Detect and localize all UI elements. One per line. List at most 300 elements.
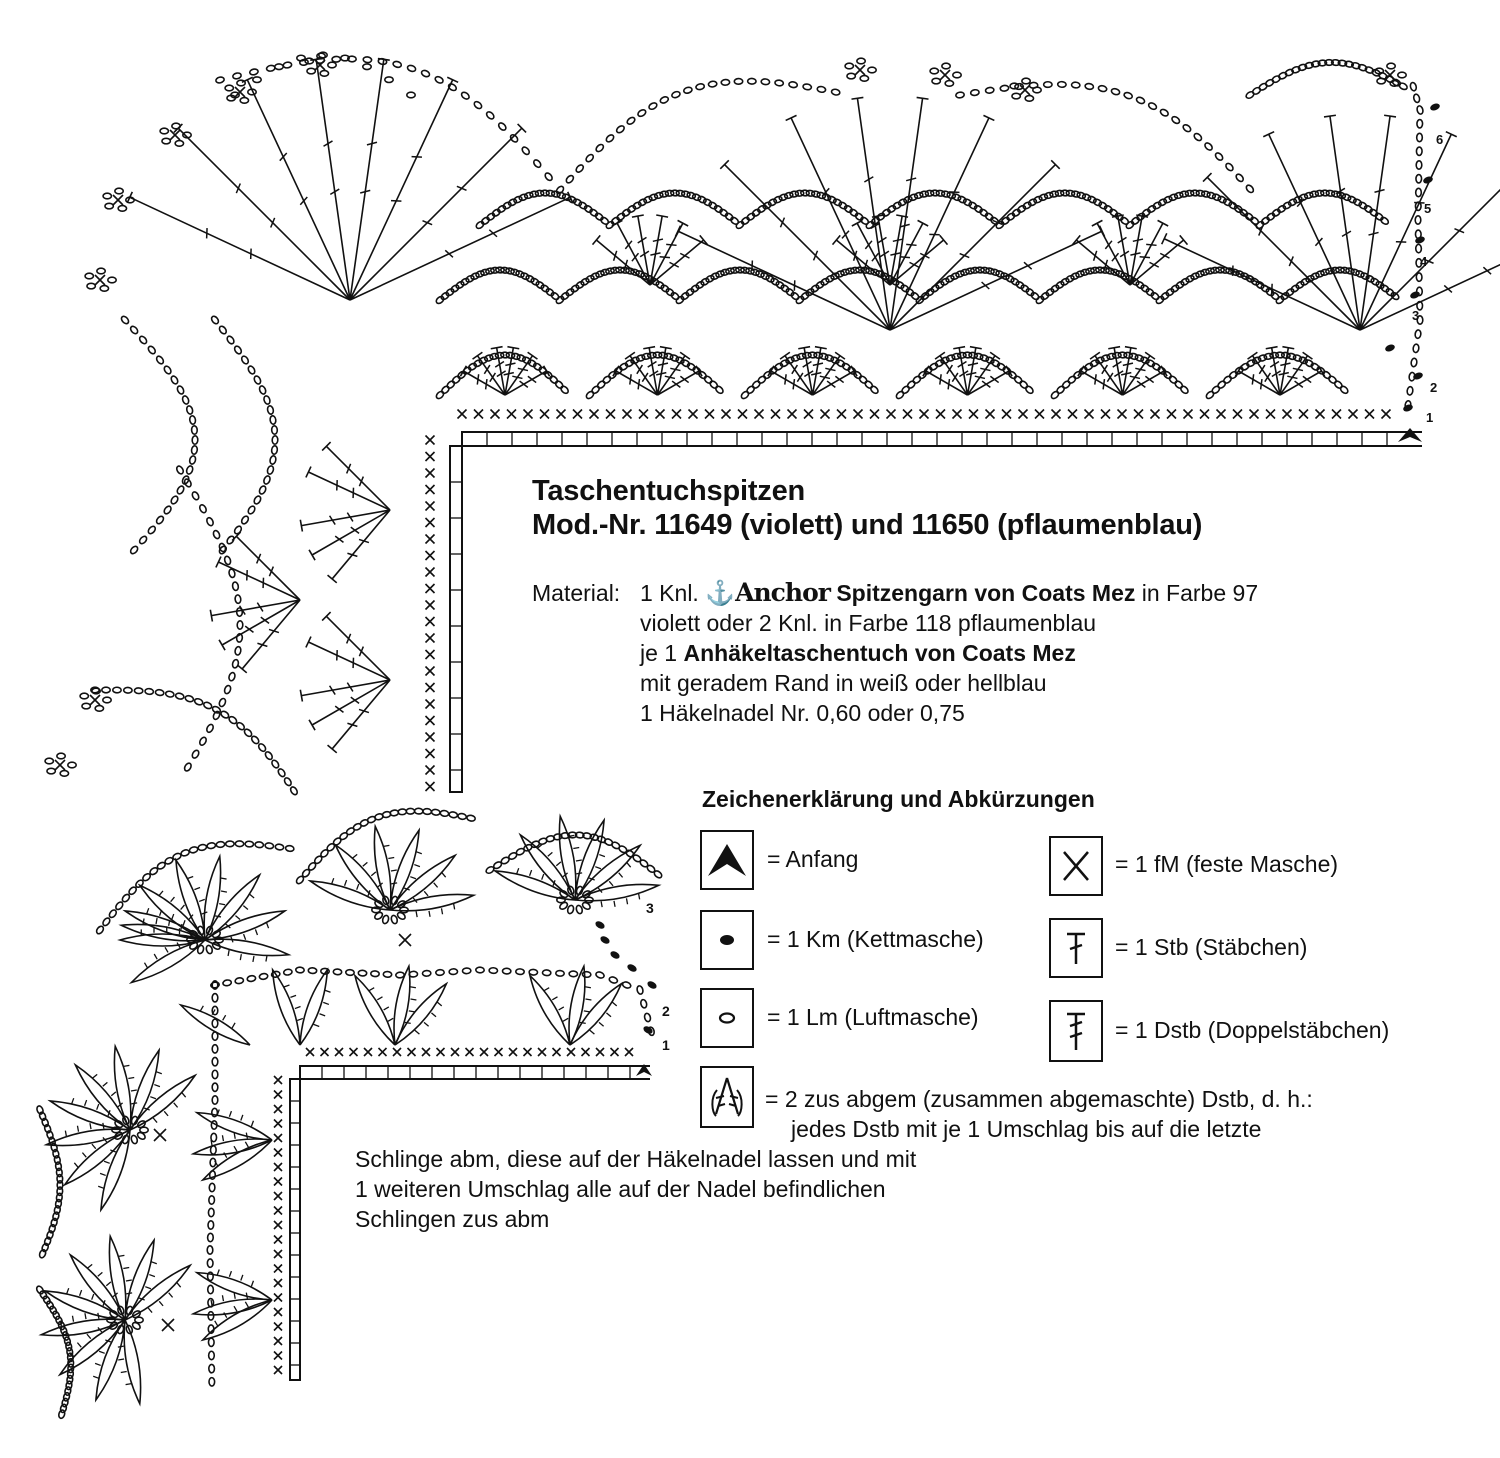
- chain-stitch: [218, 698, 227, 708]
- chain-stitch: [990, 268, 1000, 276]
- stitch-bar: [1289, 256, 1293, 266]
- stitch-post: [326, 616, 390, 680]
- chain-stitch: [234, 646, 241, 655]
- chain-stitch: [654, 192, 664, 199]
- chain-stitch: [138, 335, 148, 345]
- chain-stitch: [509, 133, 519, 143]
- chain-stitch: [1398, 82, 1408, 91]
- chain-stitch: [1310, 272, 1320, 280]
- single-crochet: [887, 410, 896, 419]
- petal-bar: [93, 1376, 99, 1378]
- single-crochet: [606, 410, 615, 419]
- stitch-top: [1158, 220, 1169, 226]
- slip-stitch: [594, 920, 606, 931]
- chain-stitch: [1333, 380, 1343, 390]
- petal-bar: [243, 906, 248, 910]
- chain-stitch: [1217, 380, 1227, 390]
- chain-stitch: [258, 385, 266, 395]
- petal-bar: [357, 884, 359, 890]
- petal-bar: [92, 1144, 96, 1149]
- chain-stitch: [648, 193, 658, 201]
- chain-stitch: [60, 1326, 68, 1336]
- legend-lm-box: [700, 988, 754, 1048]
- petal-bar: [599, 855, 605, 857]
- single-crochet: [274, 1279, 282, 1287]
- single-crochet: [426, 733, 435, 742]
- stitch-post: [332, 680, 390, 749]
- chain-stitch: [602, 375, 612, 385]
- chain-stitch: [560, 385, 570, 395]
- stitch-top: [309, 550, 315, 560]
- single-crochet: [274, 1294, 282, 1302]
- chain-stitch: [1327, 375, 1337, 385]
- petal-bar: [244, 934, 246, 940]
- chain-stitch: [1416, 174, 1422, 183]
- chain-stitch: [596, 380, 606, 390]
- legend-fm-box: [1049, 836, 1103, 896]
- slip-stitch: [626, 963, 638, 974]
- chain-stitch: [791, 354, 801, 362]
- petal-bar: [229, 1271, 231, 1277]
- petal-bar: [325, 990, 331, 992]
- petal-bar: [217, 1269, 219, 1275]
- petal-bar: [266, 923, 268, 929]
- stitch-top: [643, 347, 655, 349]
- chain-stitch: [277, 768, 286, 778]
- chain-stitch: [1012, 93, 1020, 99]
- single-crochet: [567, 1048, 575, 1056]
- petal-bar: [156, 918, 157, 924]
- petal-bar: [626, 898, 627, 904]
- chain-stitch: [210, 315, 220, 325]
- chain-stitch: [189, 415, 196, 424]
- open-dot-icon: [702, 990, 752, 1046]
- chain-stitch: [407, 64, 417, 72]
- single-crochet: [969, 410, 978, 419]
- chain-stitch: [480, 269, 490, 276]
- stitch-bar: [842, 231, 849, 239]
- single-crochet: [953, 410, 962, 419]
- chain-stitch: [784, 192, 794, 199]
- chain-stitch: [220, 710, 230, 719]
- stitch-top: [970, 347, 982, 349]
- single-crochet: [903, 410, 912, 419]
- chain-stitch: [147, 345, 157, 355]
- petal-bar: [183, 920, 185, 926]
- stitch-post: [813, 371, 855, 395]
- chain-stitch: [212, 1083, 218, 1091]
- chain-stitch: [1413, 94, 1421, 104]
- single-crochet: [274, 1207, 282, 1215]
- chain-stitch: [1044, 82, 1052, 88]
- chain-stitch: [932, 78, 940, 84]
- title-line-1: Taschentuchspitzen: [532, 475, 806, 507]
- material-line1-b: Spitzengarn von Coats Mez: [836, 580, 1136, 606]
- chain-stitch: [385, 77, 393, 83]
- petal-bar: [369, 988, 374, 991]
- stitch-bar: [1140, 257, 1150, 258]
- petal: [390, 894, 474, 910]
- petal-bar: [241, 1275, 243, 1281]
- chain-stitch: [914, 192, 924, 199]
- single-crochet: [426, 700, 435, 709]
- petal: [193, 1139, 272, 1155]
- chain-stitch: [761, 79, 770, 85]
- stitch-post: [725, 165, 890, 330]
- single-crochet: [771, 410, 780, 419]
- petal: [495, 871, 575, 900]
- petal-bar: [250, 894, 255, 898]
- stitch-post: [650, 240, 704, 285]
- petal-bar: [222, 1295, 223, 1301]
- single-crochet: [426, 568, 435, 577]
- chain-stitch: [946, 354, 956, 362]
- chain-stitch: [740, 390, 750, 400]
- anchor-logo-icon: ⚓: [705, 580, 736, 607]
- chain-stitch: [569, 971, 578, 977]
- chain-stitch: [1416, 244, 1422, 253]
- chain-stitch: [398, 809, 407, 815]
- chain-stitch: [955, 270, 965, 278]
- chain-stitch: [524, 192, 534, 199]
- material-line1-c: in Farbe 97: [1141, 580, 1259, 606]
- single-crochet: [274, 1105, 282, 1113]
- chain-stitch: [162, 138, 170, 144]
- material-line3-b: Anhäkeltaschentuch von Coats Mez: [683, 640, 1076, 666]
- single-crochet: [1151, 410, 1160, 419]
- single-crochet: [321, 1048, 329, 1056]
- chain-stitch: [176, 385, 185, 395]
- chain-stitch: [265, 842, 274, 849]
- stitch-bar: [906, 244, 916, 245]
- chain-stitch: [575, 164, 585, 174]
- single-crochet: [426, 634, 435, 643]
- petal-bar: [434, 883, 438, 888]
- chain-stitch: [333, 969, 342, 975]
- petal-bar: [627, 863, 631, 868]
- chain-stitch: [422, 970, 431, 976]
- petal-bar: [97, 1104, 99, 1110]
- chain-stitch: [186, 405, 194, 415]
- single-crochet: [466, 1048, 474, 1056]
- chain-stitch: [1416, 105, 1424, 115]
- chain-stitch: [207, 1259, 213, 1267]
- chain-stitch: [212, 1045, 218, 1053]
- chain-stitch: [223, 979, 232, 986]
- chain-stitch: [191, 445, 198, 454]
- single-crochet: [625, 1048, 633, 1056]
- stitch-bar: [1261, 379, 1262, 389]
- slip-stitch: [1429, 102, 1441, 111]
- chain-stitch: [237, 80, 245, 86]
- chain-stitch: [145, 688, 154, 694]
- chain-stitch: [191, 426, 197, 435]
- chain-stitch: [1415, 330, 1422, 339]
- material-line4: mit geradem Rand in weiß oder hellblau: [640, 670, 1047, 696]
- petal: [569, 966, 585, 1045]
- chain-stitch: [1409, 372, 1416, 381]
- chain-stitch: [250, 735, 260, 745]
- chain-stitch: [858, 375, 868, 385]
- petal-bar: [234, 1146, 237, 1151]
- chain-stitch: [61, 1398, 69, 1408]
- stitch-top: [1324, 115, 1336, 117]
- chain-stitch: [215, 76, 224, 83]
- petal-bar: [153, 1118, 157, 1123]
- chain-stitch: [1235, 173, 1245, 183]
- chain-stitch: [269, 455, 276, 465]
- single-crochet: [426, 749, 435, 758]
- chain-stitch: [1416, 188, 1422, 197]
- single-crochet: [940, 70, 950, 80]
- chain-stitch: [930, 68, 938, 74]
- petal: [181, 1005, 250, 1045]
- chain-stitch: [266, 65, 275, 72]
- petal-bar: [606, 1013, 611, 1017]
- chain-stitch: [845, 63, 853, 69]
- petal-bar: [517, 868, 519, 874]
- petal-bar: [128, 1077, 134, 1078]
- petal-bar: [221, 878, 227, 879]
- chain-stitch: [1416, 161, 1422, 170]
- petal-bar: [424, 891, 428, 896]
- chain-stitch: [129, 325, 139, 335]
- chain-stitch: [1120, 216, 1130, 226]
- petal-bar: [609, 881, 613, 886]
- single-crochet: [274, 1265, 282, 1273]
- chain-stitch: [1123, 91, 1133, 99]
- petal-bar: [67, 1288, 69, 1294]
- petal-bar: [454, 903, 455, 909]
- petal-bar: [410, 877, 416, 879]
- petal: [41, 1319, 125, 1335]
- chain-stitch: [1245, 90, 1255, 99]
- chain-stitch: [124, 687, 133, 693]
- single-crochet: [1085, 410, 1094, 419]
- petal-bar: [118, 1346, 124, 1347]
- round-number: 2: [662, 1003, 670, 1019]
- chain-stitch: [1071, 82, 1080, 88]
- stitch-bar: [780, 218, 784, 228]
- chain-stitch: [1304, 192, 1314, 199]
- petal-bar: [345, 880, 347, 886]
- petal-bar: [371, 872, 376, 876]
- chain-stitch: [556, 970, 565, 976]
- single-crochet: [1332, 410, 1341, 419]
- chain-stitch: [695, 83, 704, 90]
- petal-bar: [221, 891, 227, 892]
- chain-stitch: [47, 768, 55, 774]
- single-crochet: [90, 695, 100, 705]
- petal-bar: [266, 956, 267, 962]
- chain-stitch: [210, 1158, 216, 1167]
- chain-stitch: [102, 687, 110, 693]
- chain-stitch: [114, 901, 124, 911]
- single-crochet: [582, 1048, 590, 1056]
- chain-stitch: [60, 771, 68, 777]
- single-crochet: [154, 1129, 166, 1141]
- chain-stitch: [103, 193, 111, 199]
- material-label: Material:: [532, 580, 621, 606]
- single-crochet: [540, 410, 549, 419]
- chain-stitch: [346, 969, 355, 975]
- single-crochet: [1233, 410, 1242, 419]
- chain-stitch: [283, 969, 292, 976]
- chain-stitch: [1206, 191, 1216, 199]
- petal-bar: [410, 999, 416, 1000]
- petal-bar: [410, 987, 416, 988]
- chain-stitch: [358, 970, 367, 976]
- chain-stitch: [1075, 270, 1085, 278]
- petal-bar: [229, 1111, 231, 1117]
- chain-stitch: [253, 77, 261, 83]
- stitch-top: [678, 220, 689, 226]
- single-crochet: [573, 410, 582, 419]
- petal: [530, 976, 570, 1045]
- chain-stitch: [155, 515, 165, 525]
- chain-stitch: [466, 815, 475, 822]
- chain-stitch: [1339, 385, 1349, 395]
- chain-stitch: [595, 270, 605, 278]
- chain-stitch: [979, 354, 989, 362]
- single-crochet: [274, 1091, 282, 1099]
- stitch-post: [1123, 371, 1165, 395]
- filled-dot-icon: [702, 912, 752, 968]
- petal-bar: [188, 876, 194, 878]
- single-crochet: [426, 485, 435, 494]
- chain-stitch: [118, 206, 126, 212]
- chain-stitch: [216, 841, 225, 847]
- chain-stitch: [320, 71, 328, 77]
- chain-stitch: [285, 845, 294, 852]
- stitch-bar: [1444, 285, 1452, 292]
- petal-bar: [245, 1142, 248, 1147]
- single-crochet: [1020, 85, 1030, 95]
- chain-stitch: [1417, 119, 1423, 128]
- chain-stitch: [134, 688, 143, 694]
- petal-bar: [88, 1264, 93, 1268]
- chain-stitch: [232, 72, 241, 79]
- chain-stitch: [240, 515, 249, 525]
- chain-stitch: [267, 405, 274, 415]
- chain-stitch: [226, 335, 236, 345]
- chain-stitch: [191, 749, 200, 759]
- chain-stitch: [383, 971, 392, 977]
- chain-stitch: [1111, 88, 1121, 96]
- chain-stitch: [831, 89, 840, 96]
- stitch-bar: [257, 554, 261, 564]
- chain-stitch: [1000, 85, 1009, 92]
- round-number: 3: [646, 900, 654, 916]
- petal-bar: [639, 893, 640, 899]
- chain-stitch: [115, 188, 123, 194]
- petal-bar: [92, 1294, 94, 1300]
- chain-stitch: [275, 844, 284, 851]
- chain-stitch: [449, 811, 458, 818]
- chain-stitch: [912, 375, 922, 385]
- chain-stitch: [203, 701, 213, 710]
- petal-bar: [99, 1351, 105, 1353]
- petal-bar: [314, 1024, 320, 1026]
- stitch-top: [300, 520, 302, 532]
- chain-stitch: [803, 83, 812, 90]
- petal-bar: [415, 1030, 420, 1034]
- chain-stitch: [515, 270, 525, 278]
- round-number: 3: [1412, 308, 1420, 323]
- chain-stitch: [271, 759, 280, 769]
- chain-stitch: [212, 1096, 218, 1105]
- round-number: 4: [1420, 254, 1428, 269]
- start-arrow: [1398, 428, 1422, 442]
- chain-stitch: [406, 808, 414, 814]
- petal-bar: [584, 1011, 590, 1012]
- chain-stitch: [212, 1057, 218, 1065]
- legend-anfang: = Anfang: [767, 846, 859, 872]
- chain-stitch: [1205, 390, 1215, 400]
- chain-stitch: [1377, 78, 1385, 84]
- single-crochet: [672, 410, 681, 419]
- chain-stitch: [180, 849, 190, 857]
- stitch-bar: [359, 477, 363, 487]
- petal-bar: [363, 862, 368, 866]
- petal: [193, 1299, 272, 1315]
- stitch-post: [596, 240, 650, 285]
- chain-stitch: [626, 116, 636, 125]
- single-crochet: [426, 683, 435, 692]
- chain-stitch: [1258, 82, 1268, 91]
- chain-stitch: [414, 808, 423, 814]
- chain-stitch: [95, 706, 103, 712]
- chain-stitch: [208, 1338, 214, 1346]
- petal-bar: [98, 1272, 103, 1276]
- chain-stitch: [460, 91, 470, 101]
- single-crochet: [507, 410, 516, 419]
- chain-stitch: [175, 465, 184, 475]
- chain-stitch: [590, 272, 600, 280]
- material-line1-a: 1 Knl.: [640, 580, 699, 606]
- chain-stitch: [715, 270, 725, 278]
- chain-stitch: [208, 1285, 214, 1293]
- chain-stitch: [1258, 354, 1268, 362]
- chain-stitch: [211, 1121, 217, 1130]
- chain-stitch: [659, 96, 669, 105]
- stitch-top: [815, 347, 827, 349]
- chain-stitch: [735, 220, 745, 230]
- chain-stitch: [102, 917, 112, 927]
- chain-stitch: [138, 535, 148, 545]
- single-crochet: [1250, 410, 1259, 419]
- petal-bar: [585, 987, 591, 988]
- chain-stitch: [198, 504, 207, 514]
- petal-bar: [194, 888, 200, 890]
- chain-stitch: [895, 390, 905, 400]
- legend-abgem-continuation: [355, 1144, 916, 1234]
- chain-stitch: [392, 61, 402, 69]
- slip-stitch: [1384, 343, 1396, 352]
- petal-bar: [241, 1115, 243, 1121]
- petal-bar: [222, 1135, 223, 1141]
- round-number: 5: [1424, 201, 1432, 216]
- chain-stitch: [637, 108, 647, 117]
- chain-stitch: [208, 1221, 214, 1230]
- chain-stitch: [1413, 344, 1420, 353]
- slip-stitch: [646, 980, 658, 991]
- chain-stitch: [332, 56, 340, 62]
- petal-bar: [172, 914, 174, 920]
- petal-bar: [85, 1100, 87, 1106]
- petal-bar: [100, 1173, 106, 1175]
- chain-stitch: [748, 78, 757, 84]
